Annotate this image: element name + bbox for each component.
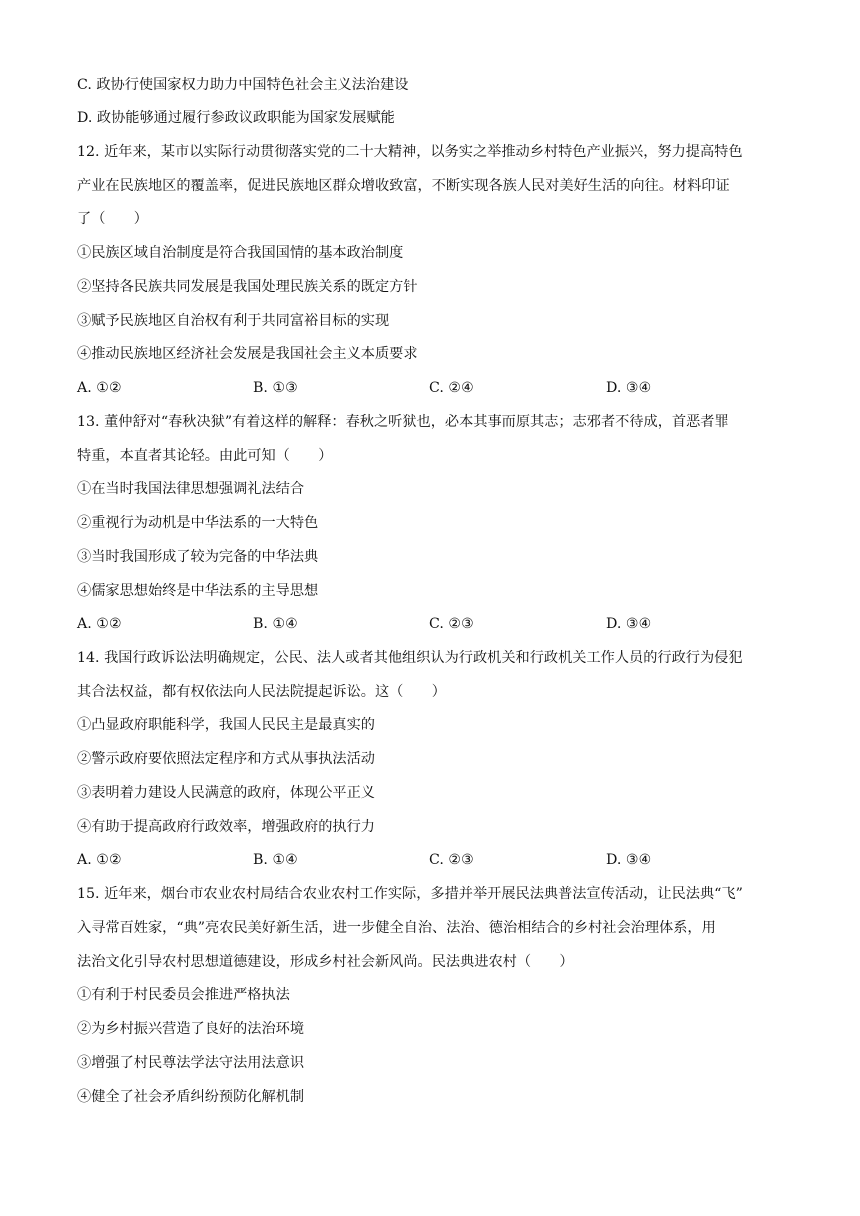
q11-option-d: D. 政协能够通过履行参政议政职能为国家发展赋能: [77, 110, 395, 126]
q13-stem-line-2: 特重，本直者其论轻。由此可知（ ）: [77, 448, 333, 464]
q12-option-c[interactable]: C. ②④: [429, 380, 474, 396]
q14-option-b[interactable]: B. ①④: [253, 852, 298, 868]
q12-stem-line-3: 了（ ）: [77, 211, 148, 227]
q15-statement-4: ④健全了社会矛盾纠纷预防化解机制: [77, 1089, 305, 1105]
q12-statement-4: ④推动民族地区经济社会发展是我国社会主义本质要求: [77, 346, 418, 362]
q14-option-d[interactable]: D. ③④: [606, 852, 652, 868]
q12-statement-2: ②坚持各民族共同发展是我国处理民族关系的既定方针: [77, 279, 418, 295]
q15-stem-line-1: 15. 近年来，烟台市农业农村局结合农业农村工作实际，多措并举开展民法典普法宣传活动，让民法典“飞”: [77, 886, 743, 902]
q15-statement-1: ①有利于村民委员会推进严格执法: [77, 987, 290, 1003]
q12-option-d[interactable]: D. ③④: [606, 380, 652, 396]
q12-stem-line-1: 12. 近年来，某市以实际行动贯彻落实党的二十大精神，以务实之举推动乡村特色产业振兴，努力提高特色: [77, 144, 743, 160]
q14-statement-2: ②警示政府要依照法定程序和方式从事执法活动: [77, 751, 375, 767]
q12-stem-line-2: 产业在民族地区的覆盖率，促进民族地区群众增收致富，不断实现各族人民对美好生活的向往。材料印证: [77, 178, 730, 194]
q13-statement-1: ①在当时我国法律思想强调礼法结合: [77, 481, 305, 497]
q13-statement-3: ③当时我国形成了较为完备的中华法典: [77, 549, 319, 565]
q15-stem-line-3: 法治文化引导农村思想道德建设，形成乡村社会新风尚。民法典进农村（ ）: [77, 954, 574, 970]
q14-option-a[interactable]: A. ①②: [77, 852, 122, 868]
q13-statement-2: ②重视行为动机是中华法系的一大特色: [77, 515, 319, 531]
q13-option-d[interactable]: D. ③④: [606, 616, 652, 632]
q12-statement-1: ①民族区域自治制度是符合我国国情的基本政治制度: [77, 245, 404, 261]
q15-statement-3: ③增强了村民尊法学法守法用法意识: [77, 1055, 305, 1071]
q14-statement-1: ①凸显政府职能科学，我国人民民主是最真实的: [77, 717, 375, 733]
q15-stem-line-2: 入寻常百姓家，“典”亮农民美好新生活，进一步健全自治、法治、德治相结合的乡村社会治理体系，用: [77, 920, 716, 936]
q13-option-a[interactable]: A. ①②: [77, 616, 122, 632]
q14-statement-4: ④有助于提高政府行政效率，增强政府的执行力: [77, 819, 375, 835]
q13-option-b[interactable]: B. ①④: [253, 616, 298, 632]
q14-option-c[interactable]: C. ②③: [429, 852, 474, 868]
q12-statement-3: ③赋予民族地区自治权有利于共同富裕目标的实现: [77, 313, 390, 329]
q13-stem-line-1: 13. 董仲舒对“春秋决狱”有着这样的解释：春秋之听狱也，必本其事而原其志；志邪者不待成，首恶者罪: [77, 414, 729, 430]
q13-statement-4: ④儒家思想始终是中华法系的主导思想: [77, 583, 319, 599]
q14-stem-line-2: 其合法权益，都有权依法向人民法院提起诉讼。这（ ）: [77, 684, 446, 700]
q12-option-a[interactable]: A. ①②: [77, 380, 122, 396]
q14-stem-line-1: 14. 我国行政诉讼法明确规定，公民、法人或者其他组织认为行政机关和行政机关工作人员的行政行为侵犯: [77, 650, 743, 666]
q13-option-c[interactable]: C. ②③: [429, 616, 474, 632]
q15-statement-2: ②为乡村振兴营造了良好的法治环境: [77, 1021, 305, 1037]
q12-option-b[interactable]: B. ①③: [253, 380, 298, 396]
q14-statement-3: ③表明着力建设人民满意的政府，体现公平正义: [77, 785, 375, 801]
q11-option-c: C. 政协行使国家权力助力中国特色社会主义法治建设: [77, 77, 409, 93]
